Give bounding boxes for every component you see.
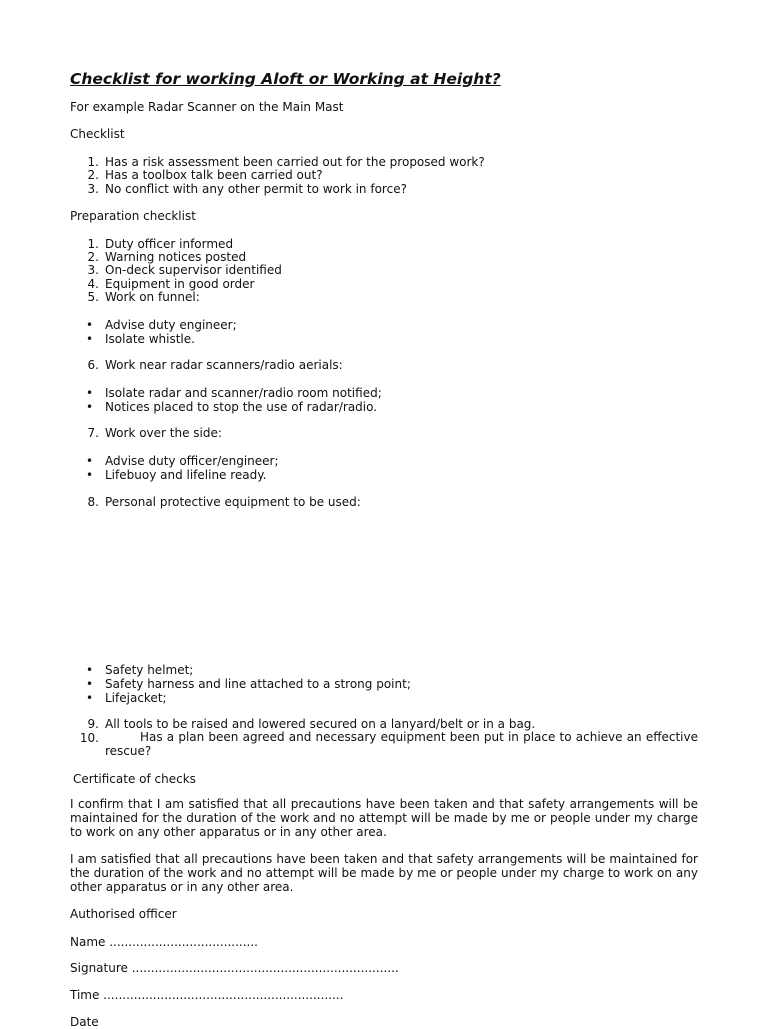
example-text: For example Radar Scanner on the Main Mast bbox=[70, 100, 344, 114]
list-number: 3. bbox=[87, 263, 99, 277]
funnel-bullet-2: Isolate whistle. bbox=[105, 332, 195, 346]
bullet: • bbox=[86, 454, 94, 468]
prep-item-3: On-deck supervisor identified bbox=[105, 263, 282, 277]
certificate-heading: Certificate of checks bbox=[73, 772, 196, 786]
prep-item-5: Work on funnel: bbox=[105, 290, 200, 304]
prep-item-10: Has a plan been agreed and necessary equipment been put in place to achieve an effective rescue? bbox=[105, 730, 698, 758]
prep-item-7: Work over the side: bbox=[105, 426, 222, 440]
list-number: 5. bbox=[87, 290, 99, 304]
date-field: Date bbox=[70, 1015, 99, 1029]
time-field: Time ............................................................... bbox=[70, 988, 344, 1002]
prep-item-4: Equipment in good order bbox=[105, 277, 255, 291]
list-number: 6. bbox=[87, 358, 99, 372]
list-number: 7. bbox=[87, 426, 99, 440]
bullet: • bbox=[86, 677, 94, 691]
prep-item-2: Warning notices posted bbox=[105, 250, 247, 264]
certificate-paragraph-2: I am satisfied that all precautions have been taken and that safety arrangements will be maintained for the duration of the work and no attempt will be made by me or people under my charge to work on any other apparatus or in any other area. bbox=[70, 852, 698, 894]
list-number: 2. bbox=[87, 168, 99, 182]
side-bullet-2: Lifebuoy and lifeline ready. bbox=[105, 468, 267, 482]
list-number: 1. bbox=[87, 237, 99, 251]
list-number: 8. bbox=[87, 495, 99, 509]
bullet: • bbox=[86, 400, 94, 414]
document-title: Checklist for working Aloft or Working at Height? bbox=[70, 70, 501, 88]
funnel-bullet-1: Advise duty engineer; bbox=[105, 318, 237, 332]
list-number: 10. bbox=[79, 731, 99, 745]
ppe-bullet-3: Lifejacket; bbox=[105, 691, 167, 705]
checklist-item-3: No conflict with any other permit to work in force? bbox=[105, 182, 407, 196]
ppe-bullet-2: Safety harness and line attached to a strong point; bbox=[105, 677, 411, 691]
bullet: • bbox=[86, 468, 94, 482]
name-field: Name ....................................... bbox=[70, 935, 258, 949]
certificate-paragraph-1: I confirm that I am satisfied that all precautions have been taken and that safety arrangements will be maintained for the duration of the work and no attempt will be made by me or people under my charge to work on any other apparatus or in any other area. bbox=[70, 797, 698, 839]
list-number: 2. bbox=[87, 250, 99, 264]
list-number: 4. bbox=[87, 277, 99, 291]
bullet: • bbox=[86, 691, 94, 705]
prep-item-6: Work near radar scanners/radio aerials: bbox=[105, 358, 343, 372]
bullet: • bbox=[86, 318, 94, 332]
radar-bullet-2: Notices placed to stop the use of radar/radio. bbox=[105, 400, 378, 414]
bullet: • bbox=[86, 332, 94, 346]
checklist-item-2: Has a toolbox talk been carried out? bbox=[105, 168, 323, 182]
signature-field: Signature ...................................................................... bbox=[70, 961, 399, 975]
list-number: 9. bbox=[87, 717, 99, 731]
side-bullet-1: Advise duty officer/engineer; bbox=[105, 454, 279, 468]
radar-bullet-1: Isolate radar and scanner/radio room notified; bbox=[105, 386, 382, 400]
checklist-item-1: Has a risk assessment been carried out for the proposed work? bbox=[105, 155, 485, 169]
bullet: • bbox=[86, 386, 94, 400]
prep-item-8: Personal protective equipment to be used: bbox=[105, 495, 361, 509]
list-number: 1. bbox=[87, 155, 99, 169]
preparation-heading: Preparation checklist bbox=[70, 209, 196, 223]
prep-item-1: Duty officer informed bbox=[105, 237, 234, 251]
prep-item-9: All tools to be raised and lowered secured on a lanyard/belt or in a bag. bbox=[105, 717, 536, 731]
ppe-bullet-1: Safety helmet; bbox=[105, 663, 194, 677]
authorised-officer-label: Authorised officer bbox=[70, 907, 177, 921]
checklist-heading: Checklist bbox=[70, 127, 125, 141]
list-number: 3. bbox=[87, 182, 99, 196]
bullet: • bbox=[86, 663, 94, 677]
